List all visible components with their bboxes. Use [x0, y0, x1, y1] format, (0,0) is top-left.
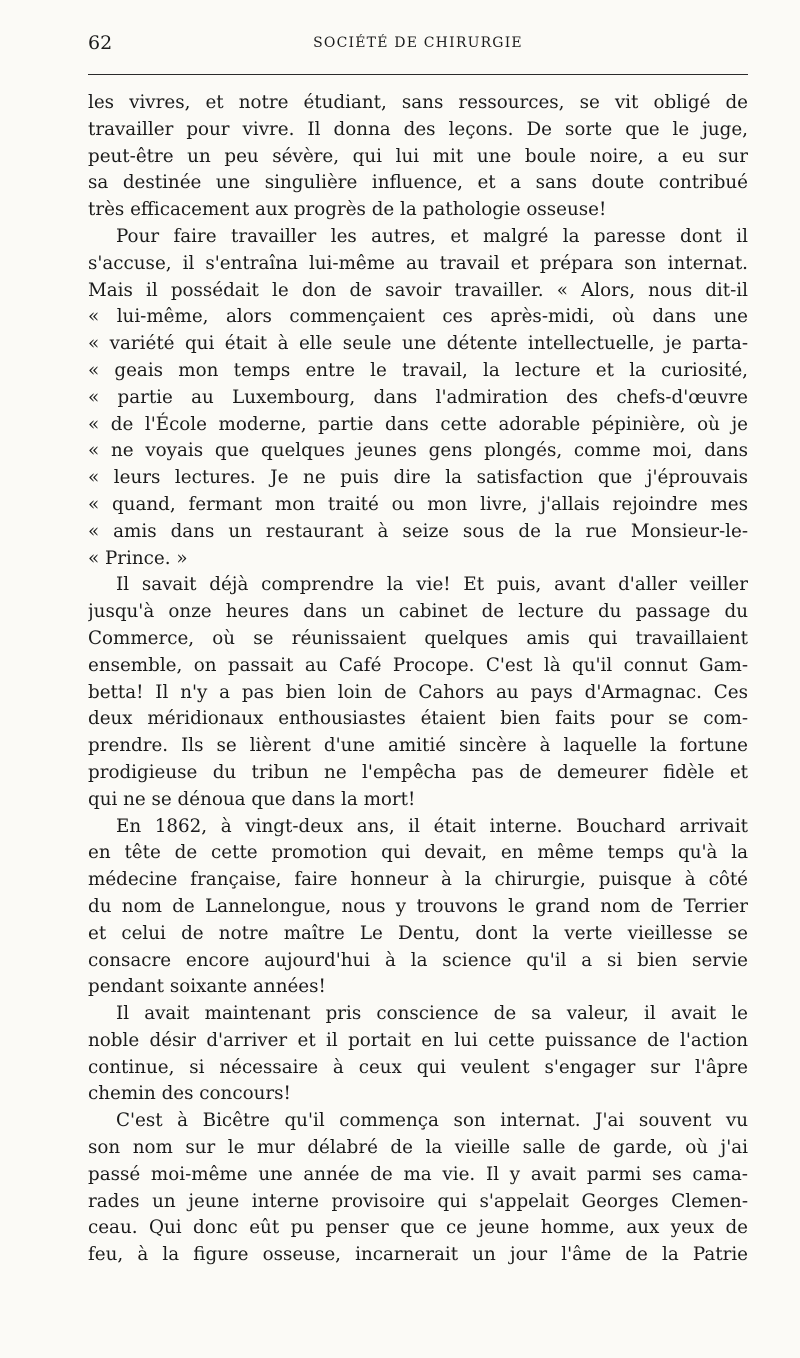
text-line: Pour faire travailler les autres, et malgré la paresse dont il [116, 225, 748, 247]
text-line: « Prince. » [88, 547, 188, 569]
text-line: du nom de Lannelongue, nous y trouvons le grand nom de Terrier [88, 895, 748, 917]
text-line: « amis dans un restaurant à seize sous de la rue Monsieur-le- [88, 520, 748, 542]
text-line: noble désir d'arriver et il portait en lui cette puissance de l'action [88, 1029, 748, 1051]
text-line: travailler pour vivre. Il donna des leçons. De sorte que le juge, [88, 118, 748, 140]
body-text [88, 90, 748, 1269]
text-line: passé moi-même une année de ma vie. Il y avait parmi ses cama- [88, 1163, 748, 1185]
text-line: Il savait déjà comprendre la vie! Et puis, avant d'aller veiller [116, 574, 748, 596]
text-line: feu, à la figure osseuse, incarnerait un jour l'âme de la Patrie [88, 1244, 748, 1266]
header-title: SOCIÉTÉ DE CHIRURGIE [313, 35, 523, 51]
text-line: En 1862, à vingt-deux ans, il était interne. Bouchard arrivait [116, 815, 748, 837]
text-line: deux méridionaux enthousiastes étaient bien faits pour se com- [88, 708, 748, 730]
text-line: son nom sur le mur délabré de la vieille salle de garde, où j'ai [88, 1137, 748, 1159]
text-line: Il avait maintenant pris conscience de sa valeur, il avait le [116, 1003, 748, 1025]
text-line: les vivres, et notre étudiant, sans ressources, se vit obligé de [88, 92, 748, 113]
header-rule [88, 74, 748, 75]
text-line: continue, si nécessaire à ceux qui veulent s'engager sur l'âpre [88, 1056, 748, 1078]
text-line: « quand, fermant mon traité ou mon livre, j'allais rejoindre mes [88, 493, 748, 515]
text-line: et celui de notre maître Le Dentu, dont la verte vieillesse se [88, 922, 748, 944]
text-line: C'est à Bicêtre qu'il commença son internat. J'ai souvent vu [116, 1110, 748, 1132]
text-line: en tête de cette promotion qui devait, en même temps qu'à la [88, 842, 748, 864]
text-line: ensemble, on passait au Café Procope. C'est là qu'il connut Gam- [88, 654, 748, 676]
text-line: chemin des concours! [88, 1083, 291, 1105]
text-line: s'accuse, il s'entraîna lui-même au travail et prépara son internat. [88, 252, 748, 274]
page-number: 62 [88, 32, 113, 54]
text-line: rades un jeune interne provisoire qui s'appelait Georges Clemen- [88, 1190, 748, 1212]
text-line: prendre. Ils se lièrent d'une amitié sincère à laquelle la fortune [88, 735, 748, 757]
text-line: prodigieuse du tribun ne l'empêcha pas de demeurer fidèle et [88, 761, 748, 783]
text-line: betta! Il n'y a pas bien loin de Cahors au pays d'Armagnac. Ces [88, 681, 748, 703]
text-line: « de l'École moderne, partie dans cette adorable pépinière, où je [88, 413, 748, 435]
text-line: « partie au Luxembourg, dans l'admiration des chefs-d'œuvre [88, 386, 748, 408]
text-line: « ne voyais que quelques jeunes gens plongés, comme moi, dans [88, 440, 748, 462]
text-line: Mais il possédait le don de savoir travailler. « Alors, nous dit-il [88, 279, 748, 301]
text-line: pendant soixante années! [88, 976, 326, 998]
running-head [88, 32, 748, 60]
text-line: médecine française, faire honneur à la chirurgie, puisque à côté [88, 869, 748, 891]
text-line: peut-être un peu sévère, qui lui mit une boule noire, a eu sur [88, 145, 748, 167]
text-line: sa destinée une singulière influence, et a sans doute contribué [88, 172, 748, 194]
text-line: « leurs lectures. Je ne puis dire la satisfaction que j'éprouvais [88, 467, 748, 489]
text-line: Commerce, où se réunissaient quelques amis qui travaillaient [88, 627, 748, 649]
text-line: consacre encore aujourd'hui à la science qu'il a si bien servie [88, 949, 748, 971]
text-line: qui ne se dénoua que dans la mort! [88, 788, 416, 810]
text-line: jusqu'à onze heures dans un cabinet de lecture du passage du [88, 601, 748, 623]
text-line: « variété qui était à elle seule une détente intellectuelle, je parta- [88, 333, 748, 355]
text-line: ceau. Qui donc eût pu penser que ce jeune homme, aux yeux de [88, 1217, 748, 1239]
text-line: « lui-même, alors commençaient ces après-midi, où dans une [88, 306, 748, 328]
text-line: très efficacement aux progrès de la pathologie osseuse! [88, 199, 607, 221]
text-line: « geais mon temps entre le travail, la lecture et la curiosité, [88, 359, 748, 381]
